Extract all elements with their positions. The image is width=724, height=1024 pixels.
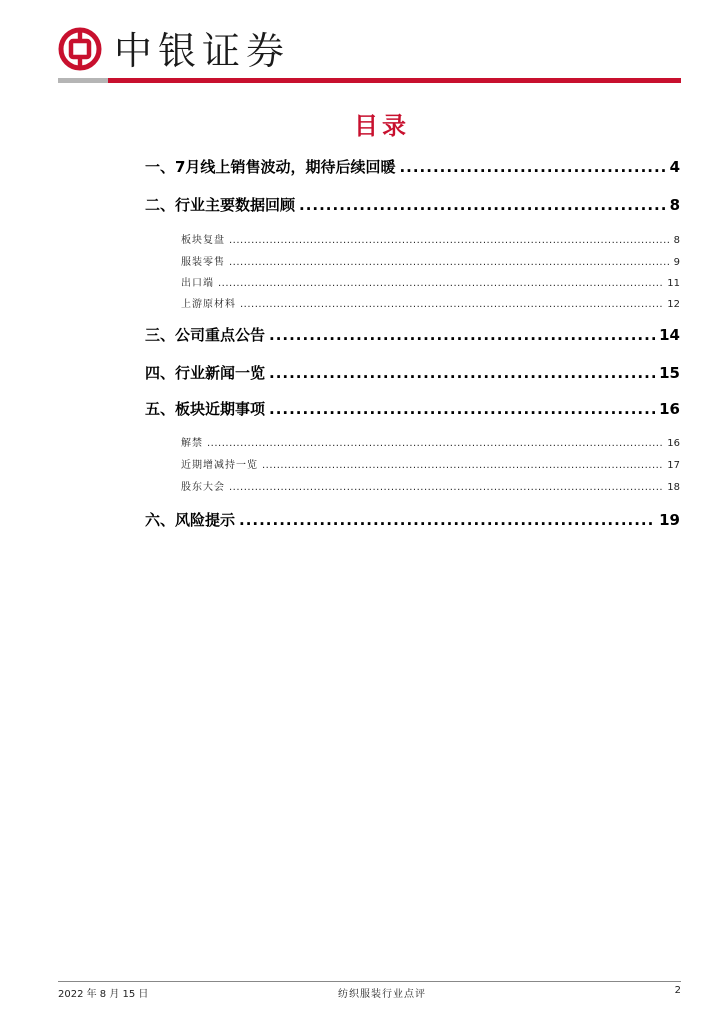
toc-entry-label: 板块复盘 — [181, 235, 225, 246]
toc-entry-label: 二、行业主要数据回顾 — [145, 196, 296, 214]
footer-date: 2022 年 8 月 15 日 — [58, 989, 149, 1000]
toc-entry-label: 四、行业新闻一览 — [145, 364, 266, 382]
toc-dot-leader — [229, 482, 663, 493]
toc-entry[interactable] — [145, 362, 680, 383]
toc-entry-label: 服装零售 — [181, 257, 225, 268]
toc-entry-page: 16 — [667, 438, 680, 449]
toc-entry-label: 三、公司重点公告 — [145, 326, 266, 344]
header-rule-red — [108, 78, 681, 83]
toc-entry-label: 六、风险提示 — [145, 511, 236, 529]
toc-entry-label: 出口端 — [181, 278, 214, 289]
toc-entry-page: 15 — [659, 364, 680, 382]
toc-dot-leader — [229, 257, 670, 268]
toc-entry-page: 11 — [667, 278, 680, 289]
toc-dot-leader — [299, 196, 666, 214]
toc-title: 目录 — [354, 112, 410, 140]
toc-subentry[interactable] — [181, 274, 680, 289]
toc-entry-label: 一、7月线上销售波动，期待后续回暖 — [145, 158, 396, 176]
toc-dot-leader — [269, 364, 655, 382]
toc-entry-page: 8 — [669, 196, 680, 214]
toc-entry[interactable] — [145, 509, 680, 530]
toc-entry-page: 9 — [673, 257, 680, 268]
brand-name: 中银证券 — [114, 29, 291, 73]
toc-subentry[interactable] — [181, 434, 680, 449]
toc-entry-page: 14 — [659, 326, 680, 344]
toc-entry-page: 19 — [659, 511, 680, 529]
header-rule-gray — [58, 78, 108, 83]
toc-subentry[interactable] — [181, 253, 680, 268]
footer-page-number: 2 — [674, 985, 681, 996]
toc-entry-page: 12 — [667, 299, 680, 310]
toc-entry-label: 解禁 — [181, 438, 203, 449]
toc-subentry[interactable] — [181, 295, 680, 310]
bank-of-china-logo-icon — [58, 27, 102, 71]
toc-entry-page: 8 — [673, 235, 680, 246]
toc-dot-leader — [229, 235, 670, 246]
toc-dot-leader — [207, 438, 663, 449]
toc-subentry[interactable] — [181, 231, 680, 246]
toc-dot-leader — [239, 511, 655, 529]
footer-rule — [58, 981, 681, 982]
toc-entry-label: 五、板块近期事项 — [145, 400, 266, 418]
toc-dot-leader — [269, 326, 655, 344]
toc-entry[interactable] — [145, 398, 680, 419]
toc-entry-label: 股东大会 — [181, 482, 225, 493]
footer-report-type: 纺织服装行业点评 — [338, 989, 426, 1000]
toc-entry[interactable] — [145, 324, 680, 345]
toc-entry-label: 上游原材料 — [181, 299, 236, 310]
toc-entry-label: 近期增减持一览 — [181, 460, 258, 471]
toc-subentry[interactable] — [181, 456, 680, 471]
toc-subentry[interactable] — [181, 478, 680, 493]
toc-dot-leader — [240, 299, 663, 310]
page-header — [0, 0, 724, 90]
toc-dot-leader — [269, 400, 655, 418]
toc-entry-page: 17 — [667, 460, 680, 471]
toc-dot-leader — [218, 278, 663, 289]
toc-dot-leader — [399, 158, 665, 176]
toc-entry-page: 18 — [667, 482, 680, 493]
toc-entry[interactable] — [145, 194, 680, 215]
toc-entry-page: 16 — [659, 400, 680, 418]
toc-entry-page: 4 — [669, 158, 680, 176]
toc-entry[interactable] — [145, 156, 680, 177]
toc-dot-leader — [262, 460, 663, 471]
